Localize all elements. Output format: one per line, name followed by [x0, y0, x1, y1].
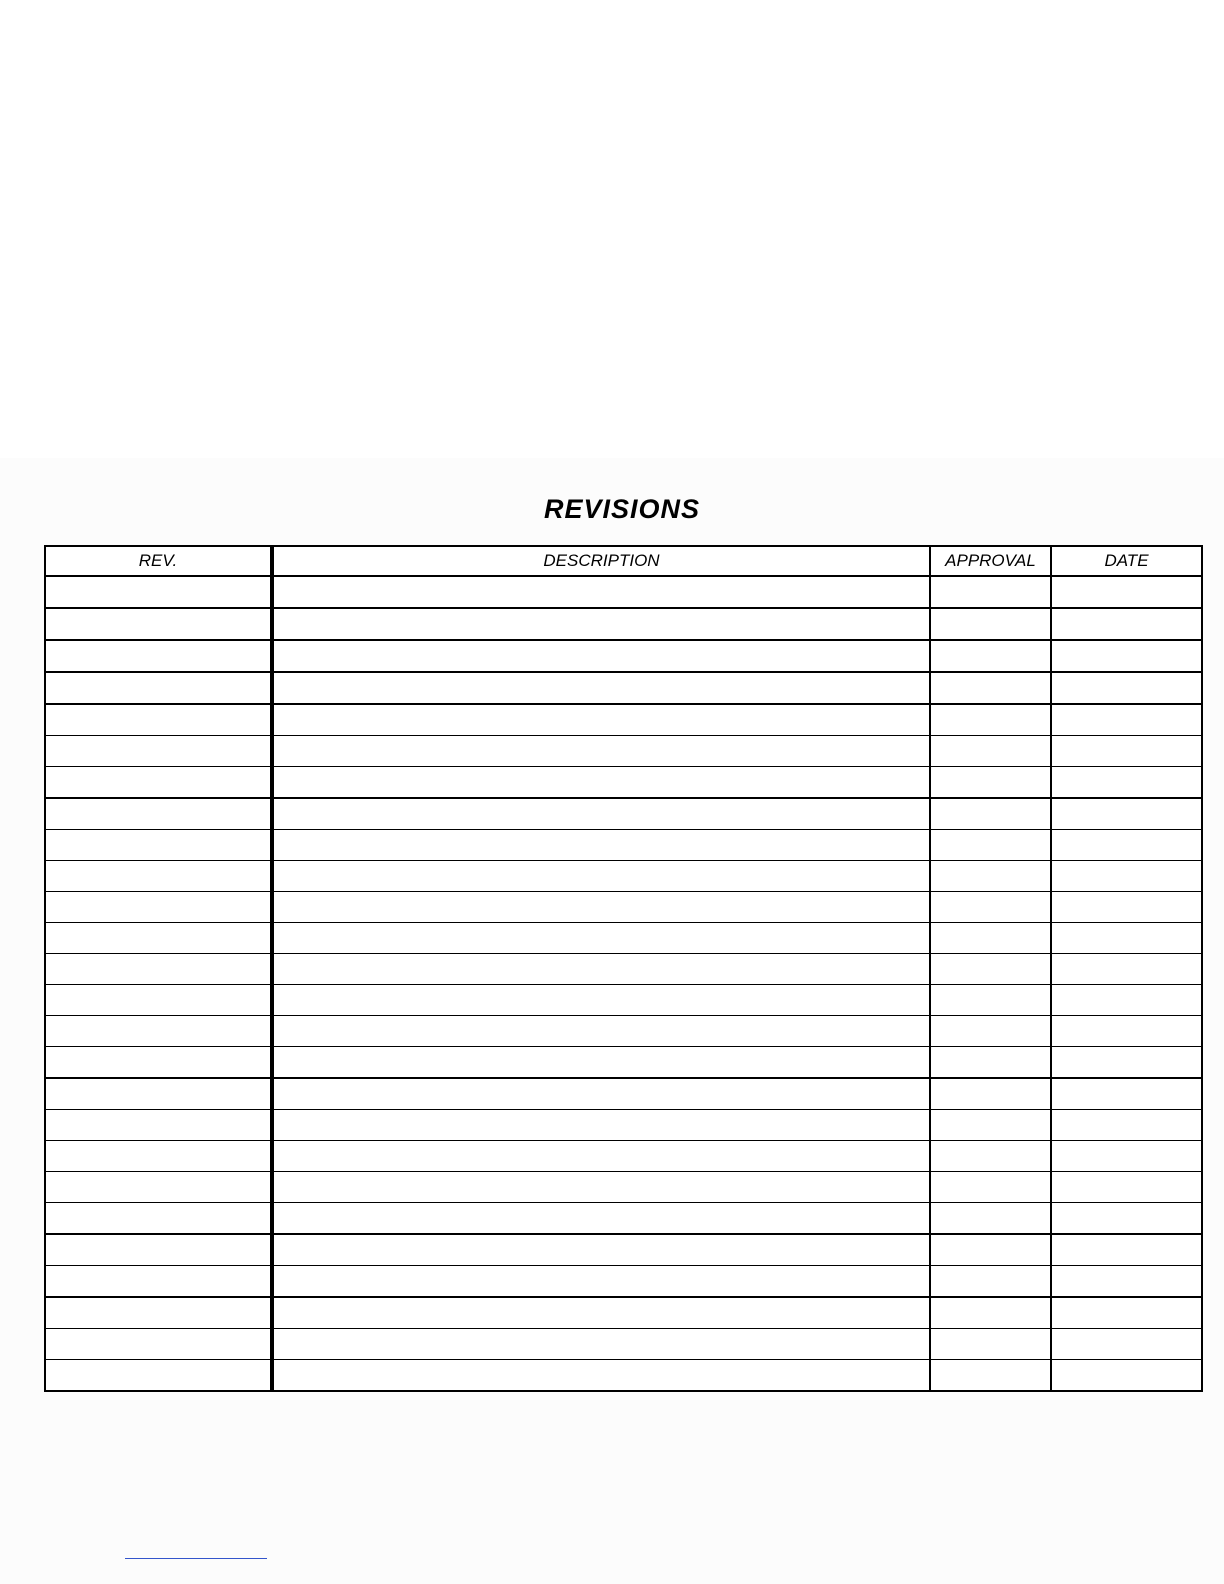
table-row	[45, 861, 1202, 892]
table-row	[45, 798, 1202, 830]
table-row	[45, 672, 1202, 704]
table-row	[45, 1110, 1202, 1141]
date-cell[interactable]	[1051, 1110, 1202, 1141]
rev-cell[interactable]	[45, 640, 272, 672]
description-cell[interactable]	[272, 861, 930, 892]
description-cell[interactable]	[272, 1172, 930, 1203]
description-cell[interactable]	[272, 1047, 930, 1079]
description-cell[interactable]	[272, 1078, 930, 1110]
table-row	[45, 1203, 1202, 1235]
rev-cell[interactable]	[45, 985, 272, 1016]
table-row	[45, 1172, 1202, 1203]
date-cell[interactable]	[1051, 1203, 1202, 1235]
description-cell[interactable]	[272, 923, 930, 954]
description-cell[interactable]	[272, 736, 930, 767]
description-cell[interactable]	[272, 1141, 930, 1172]
approval-cell[interactable]	[930, 1172, 1051, 1203]
rev-cell[interactable]	[45, 576, 272, 608]
table-row	[45, 954, 1202, 985]
description-cell[interactable]	[272, 1329, 930, 1360]
description-cell[interactable]	[272, 640, 930, 672]
description-cell[interactable]	[272, 608, 930, 640]
rev-cell[interactable]	[45, 672, 272, 704]
table-row	[45, 1016, 1202, 1047]
approval-cell[interactable]	[930, 672, 1051, 704]
approval-cell[interactable]	[930, 798, 1051, 830]
table-row	[45, 1141, 1202, 1172]
description-cell[interactable]	[272, 767, 930, 799]
rev-cell[interactable]	[45, 923, 272, 954]
rev-cell[interactable]	[45, 608, 272, 640]
approval-cell[interactable]	[930, 1360, 1051, 1392]
date-cell[interactable]	[1051, 1234, 1202, 1266]
approval-cell[interactable]	[930, 861, 1051, 892]
approval-cell[interactable]	[930, 1110, 1051, 1141]
date-cell[interactable]	[1051, 1297, 1202, 1329]
date-cell[interactable]	[1051, 1078, 1202, 1110]
date-cell[interactable]	[1051, 1266, 1202, 1298]
approval-cell[interactable]	[930, 830, 1051, 861]
description-cell[interactable]	[272, 1360, 930, 1392]
approval-cell[interactable]	[930, 923, 1051, 954]
column-header-description: DESCRIPTION	[272, 546, 930, 576]
approval-cell[interactable]	[930, 640, 1051, 672]
approval-cell[interactable]	[930, 767, 1051, 799]
date-cell[interactable]	[1051, 798, 1202, 830]
revisions-table	[44, 545, 1203, 1392]
description-cell[interactable]	[272, 576, 930, 608]
description-cell[interactable]	[272, 1016, 930, 1047]
approval-cell[interactable]	[930, 1297, 1051, 1329]
approval-cell[interactable]	[930, 1266, 1051, 1298]
date-cell[interactable]	[1051, 608, 1202, 640]
rev-cell[interactable]	[45, 1141, 272, 1172]
table-row	[45, 985, 1202, 1016]
date-cell[interactable]	[1051, 640, 1202, 672]
table-row	[45, 1078, 1202, 1110]
table-row	[45, 736, 1202, 767]
table-row	[45, 767, 1202, 799]
table-row	[45, 640, 1202, 672]
date-cell[interactable]	[1051, 861, 1202, 892]
rev-cell[interactable]	[45, 1078, 272, 1110]
date-cell[interactable]	[1051, 672, 1202, 704]
column-header-rev: REV.	[45, 546, 272, 576]
date-cell[interactable]	[1051, 767, 1202, 799]
date-cell[interactable]	[1051, 1016, 1202, 1047]
rev-cell[interactable]	[45, 830, 272, 861]
footer-rule	[125, 1558, 267, 1559]
table-row	[45, 1047, 1202, 1079]
rev-cell[interactable]	[45, 892, 272, 923]
description-cell[interactable]	[272, 830, 930, 861]
table-row	[45, 704, 1202, 736]
approval-cell[interactable]	[930, 608, 1051, 640]
approval-cell[interactable]	[930, 892, 1051, 923]
date-cell[interactable]	[1051, 954, 1202, 985]
revisions-table-body	[45, 576, 1202, 1391]
table-row	[45, 892, 1202, 923]
approval-cell[interactable]	[930, 1078, 1051, 1110]
rev-cell[interactable]	[45, 1047, 272, 1079]
date-cell[interactable]	[1051, 704, 1202, 736]
table-row	[45, 1234, 1202, 1266]
date-cell[interactable]	[1051, 736, 1202, 767]
description-cell[interactable]	[272, 672, 930, 704]
rev-cell[interactable]	[45, 954, 272, 985]
date-cell[interactable]	[1051, 830, 1202, 861]
description-cell[interactable]	[272, 798, 930, 830]
table-row	[45, 1329, 1202, 1360]
description-cell[interactable]	[272, 1234, 930, 1266]
date-cell[interactable]	[1051, 576, 1202, 608]
table-row	[45, 608, 1202, 640]
rev-cell[interactable]	[45, 1360, 272, 1392]
approval-cell[interactable]	[930, 1141, 1051, 1172]
rev-cell[interactable]	[45, 1016, 272, 1047]
table-row	[45, 830, 1202, 861]
approval-cell[interactable]	[930, 704, 1051, 736]
approval-cell[interactable]	[930, 576, 1051, 608]
rev-cell[interactable]	[45, 1172, 272, 1203]
description-cell[interactable]	[272, 985, 930, 1016]
approval-cell[interactable]	[930, 736, 1051, 767]
approval-cell[interactable]	[930, 954, 1051, 985]
description-cell[interactable]	[272, 1266, 930, 1298]
approval-cell[interactable]	[930, 1203, 1051, 1235]
header-row	[45, 546, 1202, 576]
rev-cell[interactable]	[45, 1266, 272, 1298]
revisions-title: REVISIONS	[543, 494, 701, 524]
date-cell[interactable]	[1051, 1329, 1202, 1360]
rev-cell[interactable]	[45, 861, 272, 892]
date-cell[interactable]	[1051, 1141, 1202, 1172]
description-cell[interactable]	[272, 1203, 930, 1235]
date-cell[interactable]	[1051, 1172, 1202, 1203]
date-cell[interactable]	[1051, 985, 1202, 1016]
table-row	[45, 1266, 1202, 1298]
table-row	[45, 576, 1202, 608]
approval-cell[interactable]	[930, 985, 1051, 1016]
rev-cell[interactable]	[45, 736, 272, 767]
table-row	[45, 1360, 1202, 1392]
rev-cell[interactable]	[45, 1203, 272, 1235]
column-header-approval: APPROVAL	[930, 546, 1051, 576]
approval-cell[interactable]	[930, 1016, 1051, 1047]
description-cell[interactable]	[272, 1110, 930, 1141]
approval-cell[interactable]	[930, 1047, 1051, 1079]
date-cell[interactable]	[1051, 892, 1202, 923]
description-cell[interactable]	[272, 1297, 930, 1329]
rev-cell[interactable]	[45, 1234, 272, 1266]
rev-cell[interactable]	[45, 1110, 272, 1141]
rev-cell[interactable]	[45, 798, 272, 830]
date-cell[interactable]	[1051, 1047, 1202, 1079]
date-cell[interactable]	[1051, 1360, 1202, 1392]
date-cell[interactable]	[1051, 923, 1202, 954]
rev-cell[interactable]	[45, 1297, 272, 1329]
approval-cell[interactable]	[930, 1329, 1051, 1360]
rev-cell[interactable]	[45, 704, 272, 736]
description-cell[interactable]	[272, 704, 930, 736]
approval-cell[interactable]	[930, 1234, 1051, 1266]
column-header-date: DATE	[1051, 546, 1202, 576]
description-cell[interactable]	[272, 954, 930, 985]
table-row	[45, 1297, 1202, 1329]
table-row	[45, 923, 1202, 954]
description-cell[interactable]	[272, 892, 930, 923]
rev-cell[interactable]	[45, 1329, 272, 1360]
rev-cell[interactable]	[45, 767, 272, 799]
